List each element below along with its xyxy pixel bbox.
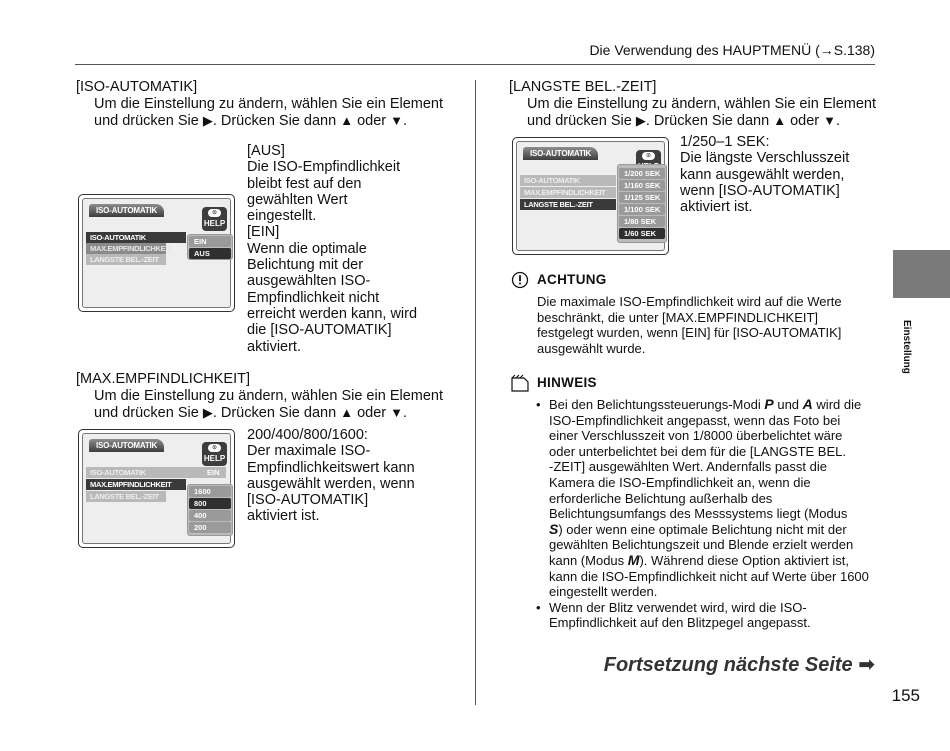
mode-m-icon: M	[627, 551, 640, 568]
section-title-langste-bel-zeit: [LANGSTE BEL.-ZEIT]	[509, 79, 657, 95]
column-divider	[475, 80, 476, 705]
option-item: AUS	[189, 248, 231, 259]
right-arrow-icon: ▶	[202, 112, 213, 128]
description-iso-automatik: [AUS] Die ISO-Empfindlichkeit bleibt fest auf den gewählten Wert eingestellt. [EIN] Wenn die optimale Belichtung mit der ausgewählten ISO- Empfindlichkeit nicht erreicht werden kann, wird die [ISO-AUTOMATIK] aktiviert.	[247, 143, 418, 355]
down-arrow-icon: ▼	[390, 404, 404, 420]
screen-row: ISO-AUTOMATIK	[86, 467, 226, 478]
option-item: 400	[189, 510, 231, 521]
achtung-title: ACHTUNG	[537, 272, 607, 287]
option-item: 800	[189, 498, 231, 509]
right-arrow-icon: ▶	[635, 112, 646, 128]
up-arrow-icon: ▲	[340, 404, 354, 420]
option-item: 1/80 SEK	[619, 216, 665, 227]
hinweis-list	[536, 397, 881, 631]
up-arrow-icon: ▲	[340, 112, 354, 128]
screen-row: ISO-AUTOMATIK	[86, 232, 186, 243]
instruction-max-empfindlichkeit: Um die Einstellung zu ändern, wählen Sie ein Element und drücken Sie ▶. Drücken Sie dann ▲ oder ▼.	[94, 388, 444, 421]
option-item: EIN	[189, 236, 231, 247]
screen-tab: ISO-AUTOMATIK	[89, 204, 164, 217]
list-item: • Wenn der Blitz verwendet wird, wird die ISO- Empfindlichkeit auf den Blitzpegel angepasst.	[536, 600, 881, 631]
screen-row: ISO-AUTOMATIK	[520, 175, 616, 186]
screen-tab: ISO-AUTOMATIK	[523, 147, 598, 160]
screen-row: LANGSTE BEL.-ZEIT	[86, 254, 166, 265]
option-item: 1/200 SEK	[619, 168, 665, 179]
section-title-max-empfindlichkeit: [MAX.EMPFINDLICHKEIT]	[76, 371, 251, 387]
option-item: 1/125 SEK	[619, 192, 665, 203]
screen-row: MAX.EMPFINDLICHKEIT	[86, 479, 186, 490]
mode-p-icon: P	[764, 396, 774, 412]
option-item: 200	[189, 522, 231, 533]
warning-icon	[511, 271, 529, 294]
instruction-iso-automatik: Um die Einstellung zu ändern, wählen Sie ein Element und drücken Sie ▶. Drücken Sie dann ▲ oder ▼.	[94, 96, 444, 129]
description-langste-bel-zeit: 1/250–1 SEK: Die längste Verschlusszeit kann ausgewählt werden, wenn [ISO-AUTOMATIK] aktiviert ist.	[680, 134, 850, 216]
option-item: 1/100 SEK	[619, 204, 665, 215]
up-arrow-icon: ▲	[773, 112, 787, 128]
help-icon: ⊙ HELP	[202, 207, 227, 231]
description-max-empfindlichkeit: 200/400/800/1600: Der maximale ISO- Empfindlichkeitswert kann ausgewählt werden, wenn [ISO-AUTOMATIK] aktiviert ist.	[247, 427, 415, 525]
section-title-iso-automatik: [ISO-AUTOMATIK]	[76, 79, 198, 95]
screen-tab: ISO-AUTOMATIK	[89, 439, 164, 452]
header-rule	[75, 64, 875, 65]
screen-row: MAX.EMPFINDLICHKEIT	[86, 243, 166, 254]
help-icon: ⊙	[636, 150, 661, 174]
down-arrow-icon: ▼	[390, 112, 404, 128]
screen-row-value: EIN	[207, 468, 220, 477]
help-icon: ⊙ HELP	[202, 442, 227, 466]
screen-row: LANGSTE BEL.-ZEIT	[86, 491, 166, 502]
mode-a-icon: A	[802, 396, 813, 412]
down-arrow-icon: ▼	[823, 112, 837, 128]
side-section-label: Einstellung	[901, 320, 912, 374]
running-header: Die Verwendung des HAUPTMENÜ (→S.138)	[589, 42, 875, 58]
right-arrow-icon: ▶	[202, 404, 213, 420]
option-item: 1/60 SEK	[619, 228, 665, 239]
camera-screen-iso-automatik	[78, 194, 235, 312]
page-number: 155	[891, 686, 920, 705]
screen-row: MAX.EMPFINDLICHKEIT	[520, 187, 616, 198]
side-tab	[893, 250, 950, 298]
list-item: • Bei den Belichtungssteuerungs-Modi P und A wird die ISO-Empfindlichkeit angepasst, wenn das Foto bei einer Verschlusszeit von 1/8000 überbelichtet wäre oder unterbelichtet bei dem für die [LANGSTE BEL. -ZEIT] ausgewählten Wert. Andernfalls passt die Kamera die ISO-Empfindlichkeit an, wenn die erforderliche Belichtung außerhalb des Belichtungsumfangs des Messsystems liegt (Modus S) oder wenn eine optimale Belichtung nicht mit der gewählten Belichtungszeit und Blende erzielt werden kann (Modus M). Während diese Option aktiviert ist, kann die ISO-Empfindlichkeit nicht auf Werte über 1600 eingestellt werden.	[536, 397, 881, 600]
note-pad-icon	[509, 373, 531, 398]
camera-screen-max-empfindlichkeit	[78, 429, 235, 548]
achtung-text: Die maximale ISO-Empfindlichkeit wird auf die Werte beschränkt, die unter [MAX.EMPFINDLICHKEIT] festgelegt wurden, wenn [EIN] für [ISO-AUTOMATIK] ausgewählt wurde.	[537, 294, 842, 356]
screen-row: LANGSTE BEL.-ZEIT	[520, 199, 616, 210]
camera-screen-langste-bel-zeit	[512, 137, 669, 255]
instruction-langste-bel-zeit: Um die Einstellung zu ändern, wählen Sie ein Element und drücken Sie ▶. Drücken Sie dann ▲ oder ▼.	[527, 96, 877, 129]
mode-s-icon: S	[549, 520, 559, 537]
right-arrow-icon: ➡	[858, 654, 875, 676]
hinweis-title: HINWEIS	[537, 375, 597, 390]
option-item: 1600	[189, 486, 231, 497]
continue-next-page: Fortsetzung nächste Seite ➡	[603, 654, 875, 676]
option-item: 1/160 SEK	[619, 180, 665, 191]
